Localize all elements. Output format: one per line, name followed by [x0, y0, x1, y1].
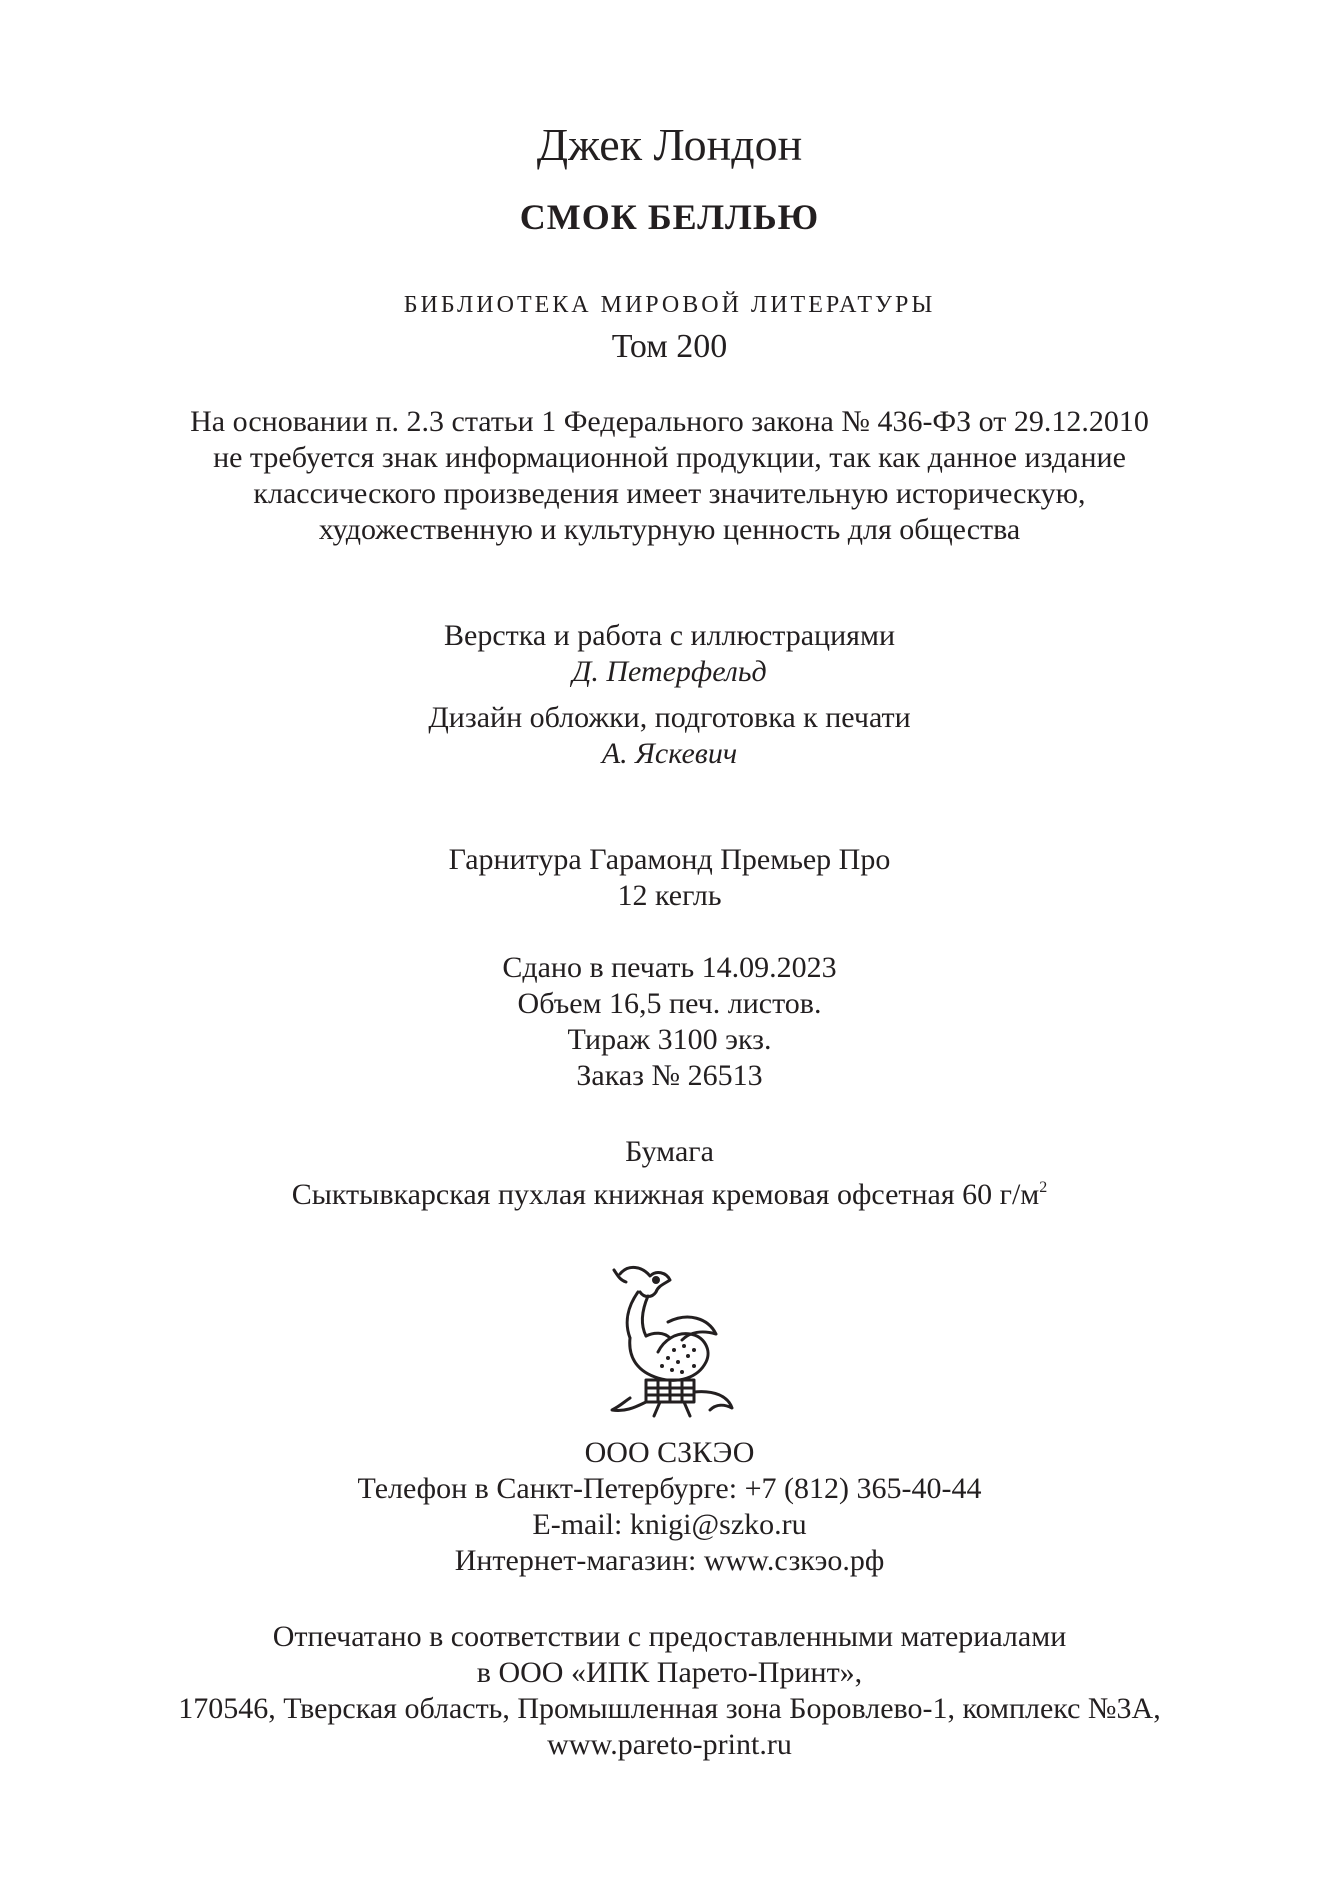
print-date: Сдано в печать 14.09.2023: [502, 951, 837, 984]
publisher-phone: Телефон в Санкт-Петербурге: +7 (812) 365-40-44: [357, 1472, 982, 1505]
printer-line: www.pareto-print.ru: [547, 1728, 792, 1761]
credit-role: Дизайн обложки, подготовка к печати: [428, 701, 911, 734]
paper-heading: Бумага: [625, 1135, 714, 1168]
legal-notice-line: классического произведения имеет значительную историческую,: [253, 477, 1086, 510]
typeface-size: 12 кегль: [617, 879, 722, 912]
volume-number: Том 200: [611, 328, 728, 365]
legal-notice-line: На основании п. 2.3 статьи 1 Федерального закона № 436-ФЗ от 29.12.2010: [190, 405, 1149, 438]
credits: [0, 618, 1339, 782]
paper-description: [0, 1170, 1339, 1213]
print-info: [0, 950, 1339, 1094]
publisher-shop: Интернет-магазин: www.сзкэо.рф: [454, 1544, 885, 1577]
credit-layout: [0, 618, 1339, 690]
order-number: Заказ № 26513: [576, 1059, 763, 1092]
legal-notice-line: художественную и культурную ценность для общества: [318, 513, 1021, 546]
paper-description-text: Сыктывкарская пухлая книжная кремовая офсетная 60 г/м: [291, 1178, 1040, 1211]
print-volume: Объем 16,5 печ. листов.: [517, 987, 822, 1020]
legal-notice-line: не требуется знак информационной продукции, так как данное издание: [213, 441, 1126, 474]
publisher-email: E-mail: knigi@szko.ru: [532, 1508, 807, 1541]
credit-person: Д. Петерфельд: [572, 655, 767, 688]
printer-line: 170546, Тверская область, Промышленная зона Боровлево-1, комплекс №3А,: [178, 1692, 1161, 1725]
series-name: БИБЛИОТЕКА МИРОВОЙ ЛИТЕРАТУРЫ: [403, 292, 936, 318]
publisher-info: [0, 1435, 1339, 1579]
print-run: Тираж 3100 экз.: [567, 1023, 772, 1056]
book-title: СМОК БЕЛЛЬЮ: [519, 197, 820, 237]
publisher-name: ООО СЗКЭО: [584, 1436, 755, 1469]
typeface-info: [0, 842, 1339, 914]
paper-unit-superscript: 2: [1039, 1179, 1048, 1196]
credit-role: Верстка и работа с иллюстрациями: [444, 619, 895, 652]
paper-info: [0, 1134, 1339, 1213]
typeface-name: Гарнитура Гарамонд Премьер Про: [448, 843, 891, 876]
legal-notice: [0, 404, 1339, 548]
printer-line: Отпечатано в соответствии с предоставленными материалами: [272, 1620, 1067, 1653]
dragon-emblem-icon: [598, 1262, 748, 1420]
printer-info: [0, 1619, 1339, 1763]
author-name: Джек Лондон: [536, 119, 803, 170]
credit-cover-design: [0, 700, 1339, 772]
printer-line: в ООО «ИПК Парето-Принт»,: [476, 1656, 863, 1689]
credit-person: А. Яскевич: [601, 737, 738, 770]
